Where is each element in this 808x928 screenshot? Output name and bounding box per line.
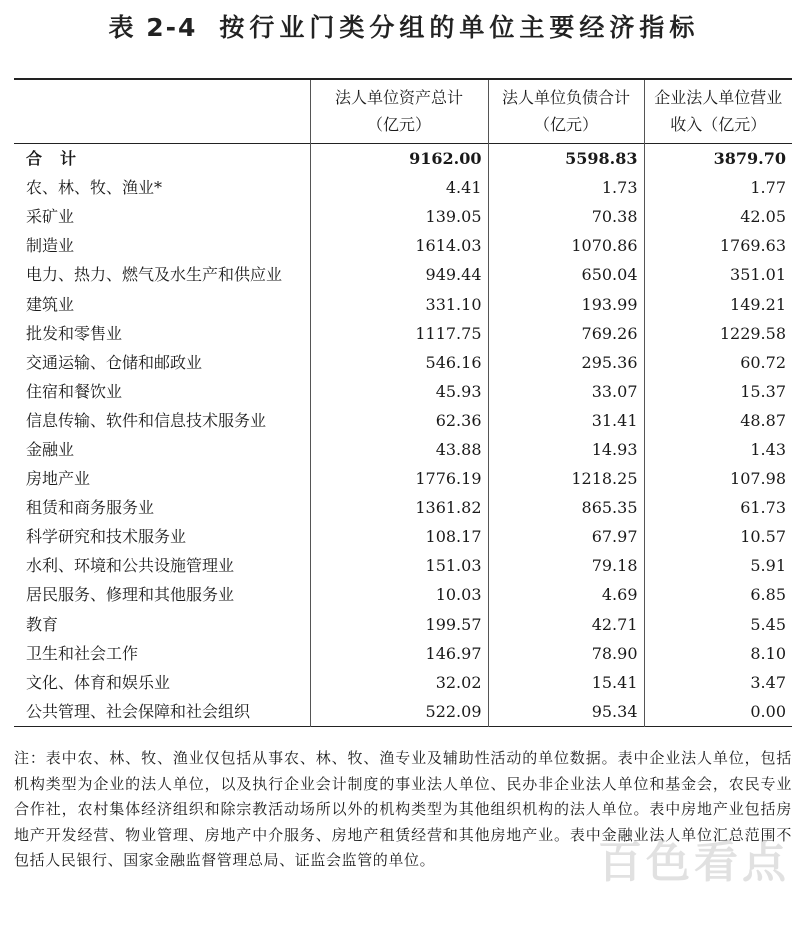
industry-name: 电力、热力、燃气及水生产和供应业 — [26, 265, 283, 285]
liabilities-value: 1218.25 — [488, 464, 644, 493]
revenue-value: 8.10 — [644, 639, 792, 668]
assets-value: 45.93 — [310, 377, 488, 406]
liabilities-value: 1070.86 — [488, 231, 644, 260]
industry-name: 制造业 — [26, 236, 75, 256]
table-row — [14, 377, 792, 406]
assets-value: 9162.00 — [310, 144, 488, 174]
industry-name: 合计 — [26, 149, 95, 169]
revenue-value: 351.01 — [644, 260, 792, 289]
table-row — [14, 668, 792, 697]
assets-value: 62.36 — [310, 406, 488, 435]
assets-value: 43.88 — [310, 435, 488, 464]
liabilities-value: 4.69 — [488, 580, 644, 609]
liabilities-value: 193.99 — [488, 289, 644, 318]
table-row — [14, 173, 792, 202]
assets-value: 32.02 — [310, 668, 488, 697]
assets-value: 1776.19 — [310, 464, 488, 493]
industry-name: 住宿和餐饮业 — [26, 381, 123, 401]
header-assets: 法人单位资产总计 （亿元） — [310, 79, 488, 144]
assets-value: 949.44 — [310, 260, 488, 289]
industry-name: 公共管理、社会保障和社会组织 — [26, 701, 251, 721]
liabilities-value: 95.34 — [488, 697, 644, 727]
revenue-value: 3.47 — [644, 668, 792, 697]
header-industry — [14, 79, 310, 144]
revenue-value: 3879.70 — [644, 144, 792, 174]
assets-value: 199.57 — [310, 610, 488, 639]
liabilities-value: 295.36 — [488, 348, 644, 377]
table-row — [14, 289, 792, 318]
table-row — [14, 319, 792, 348]
industry-name: 卫生和社会工作 — [26, 643, 139, 663]
assets-value: 522.09 — [310, 697, 488, 727]
assets-value: 1614.03 — [310, 231, 488, 260]
liabilities-value: 79.18 — [488, 551, 644, 580]
page-title — [0, 8, 808, 44]
revenue-value: 60.72 — [644, 348, 792, 377]
liabilities-value: 70.38 — [488, 202, 644, 231]
industry-name: 科学研究和技术服务业 — [26, 527, 187, 547]
table-title: 按行业门类分组的单位主要经济指标 — [219, 13, 700, 42]
revenue-value: 48.87 — [644, 406, 792, 435]
revenue-value: 107.98 — [644, 464, 792, 493]
liabilities-value: 1.73 — [488, 173, 644, 202]
table-row — [14, 580, 792, 609]
table-row — [14, 493, 792, 522]
industry-name: 金融业 — [26, 439, 75, 459]
assets-value: 151.03 — [310, 551, 488, 580]
revenue-value: 1229.58 — [644, 319, 792, 348]
revenue-value: 61.73 — [644, 493, 792, 522]
table-row-total — [14, 144, 792, 174]
data-table — [14, 78, 792, 727]
assets-value: 108.17 — [310, 522, 488, 551]
header-liabilities: 法人单位负债合计 （亿元） — [488, 79, 644, 144]
revenue-value: 5.91 — [644, 551, 792, 580]
industry-name: 居民服务、修理和其他服务业 — [26, 585, 235, 605]
revenue-value: 5.45 — [644, 610, 792, 639]
revenue-value: 10.57 — [644, 522, 792, 551]
industry-name: 采矿业 — [26, 207, 75, 227]
table-row — [14, 522, 792, 551]
liabilities-value: 15.41 — [488, 668, 644, 697]
revenue-value: 149.21 — [644, 289, 792, 318]
industry-name: 信息传输、软件和信息技术服务业 — [26, 410, 267, 430]
liabilities-value: 42.71 — [488, 610, 644, 639]
revenue-value: 6.85 — [644, 580, 792, 609]
assets-value: 1117.75 — [310, 319, 488, 348]
table-row — [14, 260, 792, 289]
table-row — [14, 202, 792, 231]
revenue-value: 15.37 — [644, 377, 792, 406]
industry-name: 文化、体育和娱乐业 — [26, 672, 171, 692]
table-row — [14, 610, 792, 639]
liabilities-value: 78.90 — [488, 639, 644, 668]
table-header-row — [14, 79, 792, 144]
assets-value: 546.16 — [310, 348, 488, 377]
industry-name: 建筑业 — [26, 294, 75, 314]
liabilities-value: 14.93 — [488, 435, 644, 464]
liabilities-value: 5598.83 — [488, 144, 644, 174]
data-table-container — [14, 78, 792, 727]
industry-name: 房地产业 — [26, 469, 91, 489]
table-row — [14, 464, 792, 493]
revenue-value: 1.77 — [644, 173, 792, 202]
liabilities-value: 650.04 — [488, 260, 644, 289]
table-row — [14, 231, 792, 260]
header-revenue: 企业法人单位营业 收入（亿元） — [644, 79, 792, 144]
industry-name: 批发和零售业 — [26, 323, 123, 343]
revenue-value: 0.00 — [644, 697, 792, 727]
assets-value: 10.03 — [310, 580, 488, 609]
table-row — [14, 348, 792, 377]
industry-name: 交通运输、仓储和邮政业 — [26, 352, 203, 372]
industry-name: 农、林、牧、渔业* — [26, 178, 163, 198]
table-row — [14, 406, 792, 435]
liabilities-value: 31.41 — [488, 406, 644, 435]
footnote: 注：表中农、林、牧、渔业仅包括从事农、林、牧、渔专业及辅助性活动的单位数据。表中企业法人单位，包括机构类型为企业的法人单位，以及执行企业会计制度的事业法人单位、民办非企业法人单位和基金会，农民专业合作社，农村集体经济组织和除宗教活动场所以外的机构类型为其他组织机构的法人单位。表中房地产业包括房地产开发经营、物业管理、房地产中介服务、房地产租赁经营和其他房地产业。表中金融业法人单位汇总范围不包括人民银行、国家金融监督管理总局、证监会监管的单位。 — [14, 749, 792, 869]
table-body — [14, 144, 792, 727]
assets-value: 146.97 — [310, 639, 488, 668]
liabilities-value: 33.07 — [488, 377, 644, 406]
table-row — [14, 639, 792, 668]
revenue-value: 1.43 — [644, 435, 792, 464]
industry-name: 租赁和商务服务业 — [26, 498, 155, 518]
table-number: 表 2-4 — [108, 13, 198, 42]
liabilities-value: 769.26 — [488, 319, 644, 348]
industry-name: 教育 — [26, 614, 59, 634]
liabilities-value: 865.35 — [488, 493, 644, 522]
assets-value: 4.41 — [310, 173, 488, 202]
assets-value: 331.10 — [310, 289, 488, 318]
industry-name: 水利、环境和公共设施管理业 — [26, 556, 235, 576]
table-row — [14, 551, 792, 580]
revenue-value: 42.05 — [644, 202, 792, 231]
watermark: 百色看点 — [598, 837, 790, 888]
assets-value: 139.05 — [310, 202, 488, 231]
revenue-value: 1769.63 — [644, 231, 792, 260]
liabilities-value: 67.97 — [488, 522, 644, 551]
table-row — [14, 697, 792, 727]
assets-value: 1361.82 — [310, 493, 488, 522]
table-row — [14, 435, 792, 464]
